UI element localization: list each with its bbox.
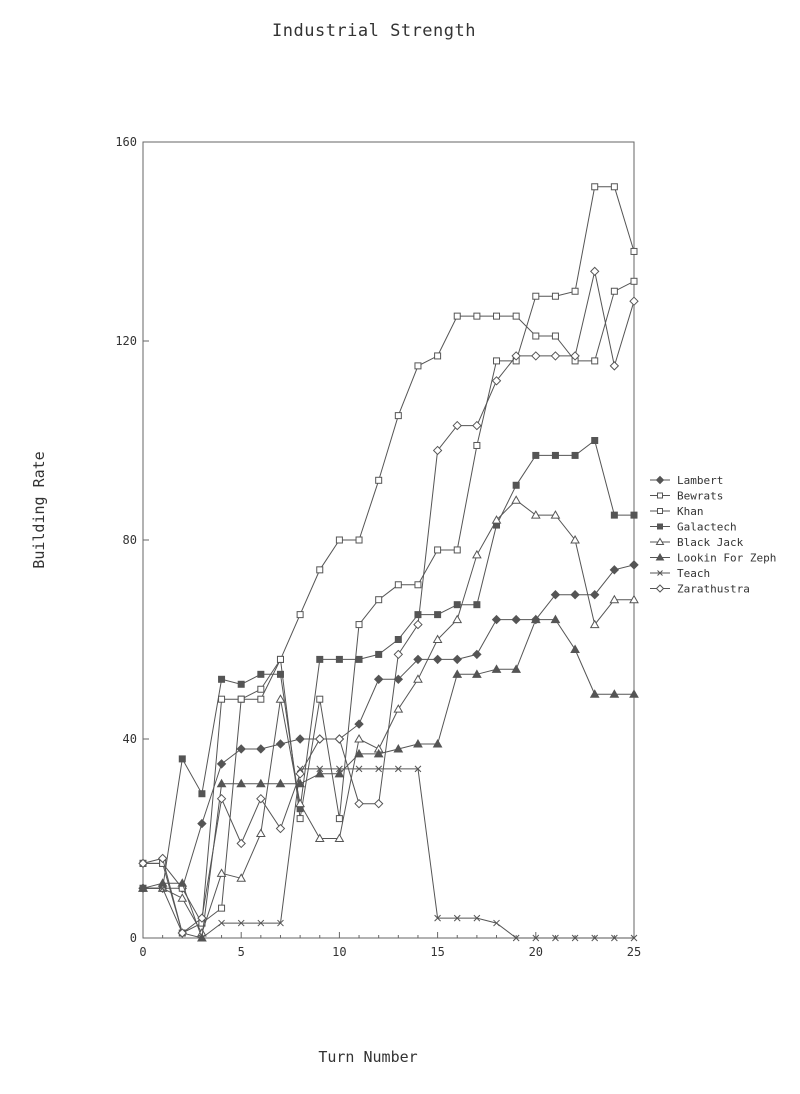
y-tick-label: 40 [122, 732, 137, 746]
data-point [276, 825, 284, 833]
data-point [199, 791, 205, 797]
data-point [218, 760, 226, 768]
data-point [277, 671, 283, 677]
data-point [415, 612, 421, 618]
data-point [237, 839, 245, 847]
data-point [571, 645, 579, 652]
data-point [592, 184, 598, 190]
legend-label: Khan [677, 505, 704, 518]
data-point [257, 780, 265, 787]
data-point [552, 293, 558, 299]
legend-item [650, 583, 750, 596]
data-point [218, 869, 226, 876]
y-tick-label: 0 [129, 931, 137, 945]
data-point [394, 650, 402, 658]
data-point [513, 482, 519, 488]
y-axis-label: Building Rate [30, 451, 48, 569]
y-tick-label: 80 [122, 533, 137, 547]
data-point [551, 352, 559, 360]
series [139, 496, 638, 936]
data-point [179, 756, 185, 762]
data-point [317, 567, 323, 573]
legend-label: Bewrats [677, 489, 724, 503]
data-point [474, 442, 480, 448]
data-point [178, 894, 186, 901]
x-tick-label: 5 [237, 945, 245, 959]
legend-item [650, 521, 737, 534]
legend-item [650, 536, 744, 549]
data-point [336, 656, 342, 662]
data-point [473, 650, 481, 658]
series [140, 278, 637, 926]
data-point [512, 496, 520, 503]
data-point [494, 313, 500, 319]
y-tick-label: 160 [115, 135, 137, 149]
data-point [277, 656, 283, 662]
legend-item [650, 490, 723, 503]
data-point [257, 830, 265, 837]
data-point [435, 547, 441, 553]
series [140, 766, 637, 941]
data-point [297, 816, 303, 822]
data-point [376, 651, 382, 657]
data-point [414, 621, 422, 629]
data-point [375, 800, 383, 808]
data-point [532, 352, 540, 360]
data-point [435, 612, 441, 618]
data-point [257, 745, 265, 753]
data-point [657, 477, 664, 484]
data-point [355, 720, 363, 728]
data-point [631, 278, 637, 284]
x-tick-label: 25 [626, 945, 642, 959]
data-point [631, 248, 637, 254]
data-point [336, 816, 342, 822]
data-point [414, 675, 422, 682]
axis-ticks [115, 135, 641, 959]
data-point [658, 509, 663, 514]
plot-area [143, 142, 634, 938]
series-line [143, 769, 634, 938]
data-point [657, 585, 664, 592]
data-point [258, 696, 264, 702]
data-point [258, 686, 264, 692]
data-point [552, 333, 558, 339]
x-axis-label: Turn Number [318, 1048, 418, 1066]
data-point [611, 288, 617, 294]
plot-frame [143, 142, 634, 938]
data-point [474, 313, 480, 319]
data-point [512, 616, 520, 624]
data-point [533, 293, 539, 299]
y-tick-label: 120 [115, 334, 137, 348]
data-point [238, 681, 244, 687]
legend-item [650, 552, 776, 565]
data-point [533, 333, 539, 339]
data-point [218, 780, 226, 787]
data-point [317, 696, 323, 702]
data-point [631, 512, 637, 518]
data-point [335, 735, 343, 743]
data-point [376, 597, 382, 603]
data-point [552, 452, 558, 458]
data-point [355, 735, 363, 742]
data-point [355, 800, 363, 808]
x-tick-label: 0 [139, 945, 147, 959]
data-point [571, 591, 579, 599]
data-point [395, 637, 401, 643]
data-point [493, 616, 501, 624]
legend-label: Teach [677, 567, 711, 580]
data-point [434, 740, 442, 747]
data-point [611, 184, 617, 190]
x-tick-label: 15 [430, 945, 445, 959]
series-line [143, 271, 634, 933]
data-point [630, 297, 638, 305]
data-point [513, 313, 519, 319]
data-point [219, 905, 225, 911]
legend-item [650, 505, 704, 518]
data-point [317, 656, 323, 662]
data-point [454, 313, 460, 319]
data-point [658, 524, 663, 529]
data-point [435, 353, 441, 359]
data-point [454, 547, 460, 553]
data-point [238, 696, 244, 702]
series [139, 267, 638, 937]
data-point [198, 820, 206, 828]
data-point [356, 622, 362, 628]
legend-item [650, 474, 723, 487]
data-point [658, 493, 663, 498]
data-point [611, 512, 617, 518]
data-point [630, 561, 638, 569]
data-point [219, 676, 225, 682]
data-point [473, 551, 481, 558]
data-point [533, 452, 539, 458]
data-point [395, 413, 401, 419]
chart-title: Industrial Strength [272, 21, 476, 41]
data-point [297, 612, 303, 618]
data-point [257, 795, 265, 803]
legend-label: Galactech [677, 520, 737, 534]
data-point [415, 363, 421, 369]
data-point [394, 705, 402, 712]
data-point [316, 735, 324, 743]
data-point [237, 780, 245, 787]
data-point [356, 537, 362, 543]
series [140, 184, 637, 936]
data-point [434, 655, 442, 663]
legend-label: Lambert [677, 474, 724, 487]
data-point [572, 452, 578, 458]
data-point [474, 602, 480, 608]
data-point [356, 656, 362, 662]
series [140, 438, 637, 892]
data-point [395, 582, 401, 588]
x-tick-label: 10 [332, 945, 347, 959]
data-point [258, 671, 264, 677]
data-point [453, 655, 461, 663]
series [139, 616, 638, 941]
data-point [219, 696, 225, 702]
data-point [454, 602, 460, 608]
legend-label: Black Jack [677, 536, 744, 549]
series-line [143, 500, 634, 933]
x-tick-label: 20 [528, 945, 544, 959]
data-point [610, 362, 618, 370]
data-point [572, 288, 578, 294]
data-point [276, 780, 284, 787]
series-layer [139, 184, 638, 941]
data-point [375, 675, 383, 683]
data-point [276, 740, 284, 748]
data-point [494, 358, 500, 364]
data-point [591, 267, 599, 275]
legend-item [650, 567, 710, 580]
legend-label: Zarathustra [677, 582, 750, 596]
legend-label: Lookin For Zeph [677, 551, 777, 565]
data-point [296, 735, 304, 743]
data-point [415, 582, 421, 588]
data-point [592, 358, 598, 364]
data-point [376, 477, 382, 483]
data-point [336, 537, 342, 543]
data-point [473, 422, 481, 430]
legend [650, 474, 776, 596]
data-point [592, 438, 598, 444]
data-point [218, 795, 226, 803]
data-point [414, 740, 422, 747]
data-point [453, 616, 461, 623]
